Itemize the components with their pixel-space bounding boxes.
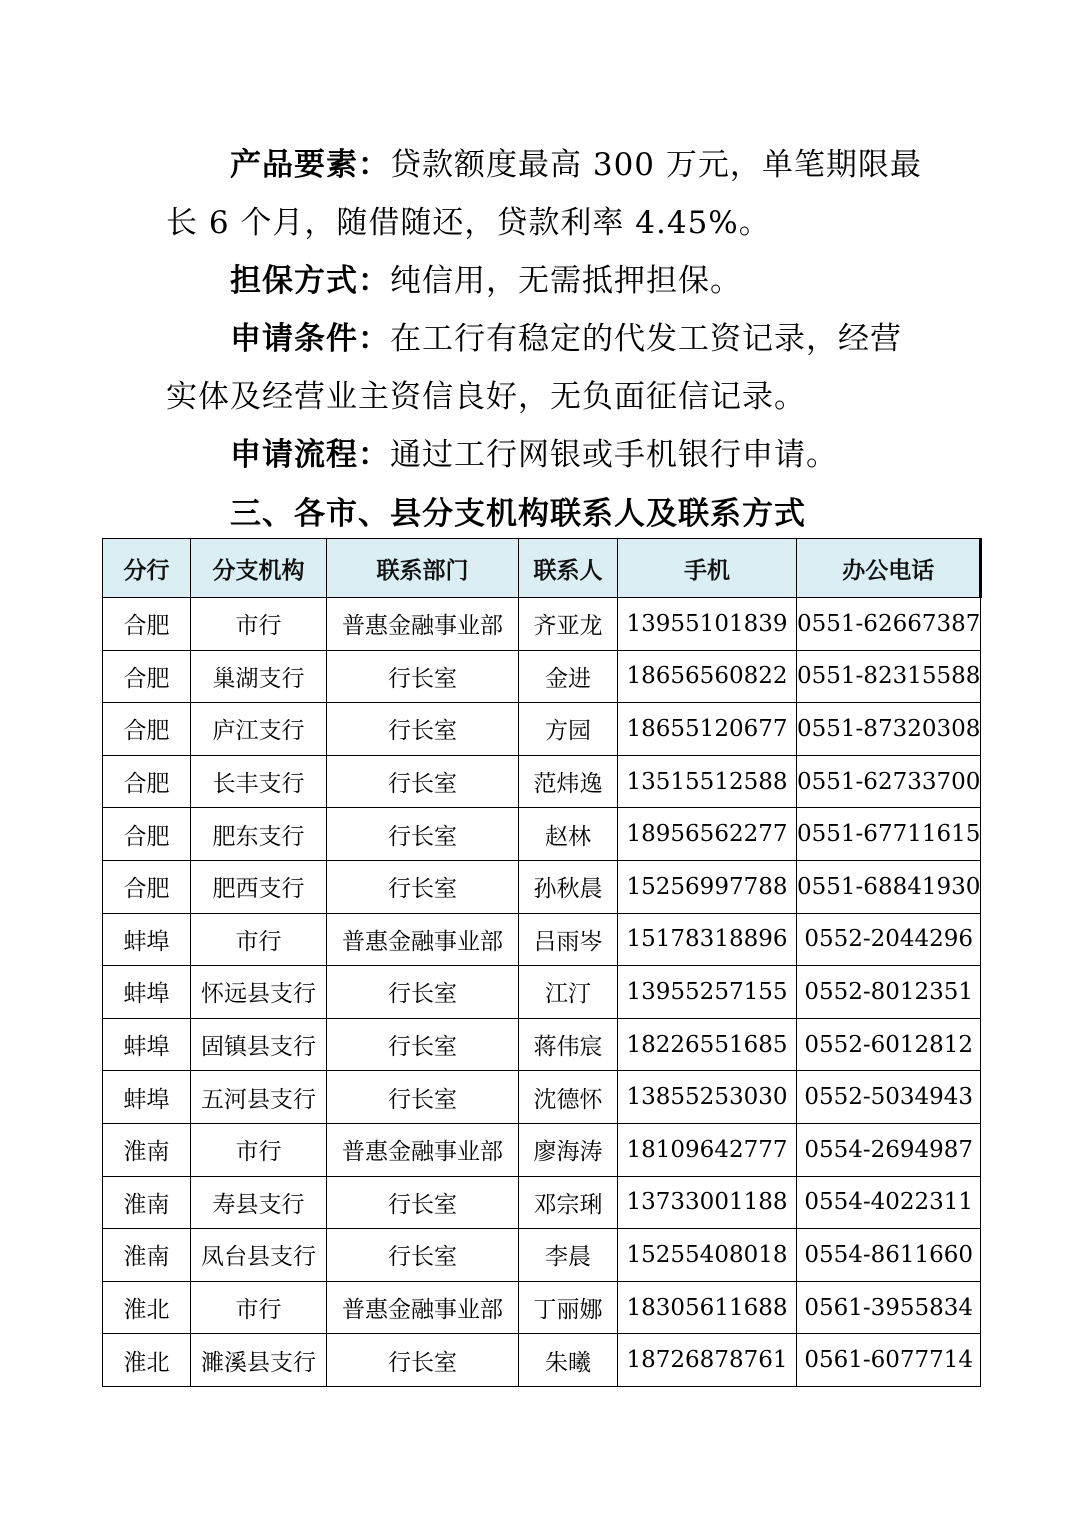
cell-department: 行长室 [327, 966, 519, 1019]
cell-sub-branch: 凤台县支行 [191, 1229, 327, 1282]
table-row [103, 755, 981, 808]
cell-branch: 蚌埠 [103, 1018, 191, 1071]
label-guarantee: 担保方式： [230, 263, 390, 299]
label-process: 申请流程： [230, 437, 390, 473]
cell-sub-branch: 五河县支行 [191, 1071, 327, 1124]
cell-sub-branch: 市行 [191, 1281, 327, 1334]
cell-contact: 江汀 [519, 966, 618, 1019]
table-row [103, 913, 981, 966]
cell-contact: 金进 [519, 650, 618, 703]
cell-contact: 邓宗琍 [519, 1176, 618, 1229]
cell-office-phone: 0561-6077714 [797, 1334, 981, 1387]
contacts-table [102, 538, 982, 1387]
cell-sub-branch: 固镇县支行 [191, 1018, 327, 1071]
cell-office-phone: 0554-2694987 [797, 1123, 981, 1176]
cell-office-phone: 0551-67711615 [797, 808, 981, 861]
table-row [103, 1123, 981, 1176]
cell-mobile: 18226551685 [618, 1018, 797, 1071]
paragraph-conditions: 申请条件：在工行有稳定的代发工资记录，经营 实体及经营业主资信良好，无负面征信记录。 [166, 321, 902, 415]
table-header-row [103, 539, 981, 598]
cell-contact: 孙秋晨 [519, 860, 618, 913]
header-branch: 分行 [103, 539, 191, 598]
cell-sub-branch: 怀远县支行 [191, 966, 327, 1019]
cell-office-phone: 0551-87320308 [797, 703, 981, 756]
table-row [103, 650, 981, 703]
cell-mobile: 18109642777 [618, 1123, 797, 1176]
header-mobile: 手机 [618, 539, 797, 598]
cell-mobile: 18726878761 [618, 1334, 797, 1387]
cell-mobile: 18305611688 [618, 1281, 797, 1334]
cell-office-phone: 0552-2044296 [797, 913, 981, 966]
cell-mobile: 15255408018 [618, 1229, 797, 1282]
cell-branch: 淮北 [103, 1281, 191, 1334]
cell-sub-branch: 庐江支行 [191, 703, 327, 756]
cell-mobile: 15256997788 [618, 860, 797, 913]
cell-mobile: 13855253030 [618, 1071, 797, 1124]
cell-contact: 方园 [519, 703, 618, 756]
cell-sub-branch: 市行 [191, 913, 327, 966]
label-product-features: 产品要素： [230, 147, 390, 183]
cell-department: 行长室 [327, 1229, 519, 1282]
cell-branch: 合肥 [103, 808, 191, 861]
cell-department: 行长室 [327, 808, 519, 861]
cell-office-phone: 0551-68841930 [797, 860, 981, 913]
cell-contact: 吕雨岑 [519, 913, 618, 966]
cell-contact: 蒋伟宸 [519, 1018, 618, 1071]
cell-branch: 合肥 [103, 860, 191, 913]
cell-office-phone: 0561-3955834 [797, 1281, 981, 1334]
cell-branch: 蚌埠 [103, 1071, 191, 1124]
label-conditions: 申请条件： [230, 321, 390, 357]
paragraph-product-features: 产品要素：贷款额度最高 300 万元，单笔期限最 长 6 个月，随借随还，贷款利率 4.45%。 [166, 147, 922, 241]
table-row [103, 1229, 981, 1282]
cell-office-phone: 0551-62667387 [797, 598, 981, 651]
cell-sub-branch: 市行 [191, 1123, 327, 1176]
table-row [103, 1176, 981, 1229]
header-sub-branch: 分支机构 [191, 539, 327, 598]
cell-branch: 淮南 [103, 1123, 191, 1176]
cell-branch: 淮南 [103, 1176, 191, 1229]
cell-sub-branch: 肥东支行 [191, 808, 327, 861]
cell-branch: 合肥 [103, 703, 191, 756]
cell-department: 行长室 [327, 1176, 519, 1229]
cell-branch: 淮北 [103, 1334, 191, 1387]
cell-office-phone: 0554-4022311 [797, 1176, 981, 1229]
cell-office-phone: 0551-82315588 [797, 650, 981, 703]
header-contact: 联系人 [519, 539, 618, 598]
cell-contact: 丁丽娜 [519, 1281, 618, 1334]
cell-mobile: 13955101839 [618, 598, 797, 651]
cell-contact: 沈德怀 [519, 1071, 618, 1124]
cell-contact: 赵林 [519, 808, 618, 861]
cell-mobile: 13955257155 [618, 966, 797, 1019]
table-row [103, 1071, 981, 1124]
cell-office-phone: 0552-6012812 [797, 1018, 981, 1071]
cell-sub-branch: 市行 [191, 598, 327, 651]
table-row [103, 598, 981, 651]
cell-mobile: 18655120677 [618, 703, 797, 756]
cell-department: 行长室 [327, 703, 519, 756]
table-body [103, 598, 981, 1387]
cell-sub-branch: 寿县支行 [191, 1176, 327, 1229]
cell-office-phone: 0552-5034943 [797, 1071, 981, 1124]
cell-sub-branch: 巢湖支行 [191, 650, 327, 703]
cell-mobile: 15178318896 [618, 913, 797, 966]
paragraph-guarantee: 担保方式：纯信用，无需抵押担保。 [230, 263, 742, 299]
cell-department: 普惠金融事业部 [327, 1281, 519, 1334]
table-row [103, 1281, 981, 1334]
cell-sub-branch: 肥西支行 [191, 860, 327, 913]
cell-contact: 朱曦 [519, 1334, 618, 1387]
table-row [103, 703, 981, 756]
table-row [103, 966, 981, 1019]
cell-mobile: 18956562277 [618, 808, 797, 861]
section-title: 三、各市、县分支机构联系人及联系方式 [230, 496, 806, 532]
table-row [103, 808, 981, 861]
header-office-phone: 办公电话 [797, 539, 981, 598]
cell-branch: 蚌埠 [103, 913, 191, 966]
cell-department: 普惠金融事业部 [327, 598, 519, 651]
cell-department: 行长室 [327, 1334, 519, 1387]
cell-sub-branch: 濉溪县支行 [191, 1334, 327, 1387]
cell-mobile: 13733001188 [618, 1176, 797, 1229]
table-row [103, 860, 981, 913]
cell-department: 行长室 [327, 860, 519, 913]
cell-office-phone: 0554-8611660 [797, 1229, 981, 1282]
cell-branch: 合肥 [103, 598, 191, 651]
cell-office-phone: 0552-8012351 [797, 966, 981, 1019]
cell-branch: 淮南 [103, 1229, 191, 1282]
cell-branch: 合肥 [103, 650, 191, 703]
cell-contact: 齐亚龙 [519, 598, 618, 651]
cell-contact: 范炜逸 [519, 755, 618, 808]
table-row [103, 1018, 981, 1071]
cell-mobile: 18656560822 [618, 650, 797, 703]
cell-department: 普惠金融事业部 [327, 913, 519, 966]
cell-department: 行长室 [327, 1071, 519, 1124]
cell-branch: 蚌埠 [103, 966, 191, 1019]
cell-department: 普惠金融事业部 [327, 1123, 519, 1176]
cell-office-phone: 0551-62733700 [797, 755, 981, 808]
cell-department: 行长室 [327, 650, 519, 703]
table-row [103, 1334, 981, 1387]
cell-mobile: 13515512588 [618, 755, 797, 808]
cell-sub-branch: 长丰支行 [191, 755, 327, 808]
cell-department: 行长室 [327, 1018, 519, 1071]
header-department: 联系部门 [327, 539, 519, 598]
cell-contact: 廖海涛 [519, 1123, 618, 1176]
cell-department: 行长室 [327, 755, 519, 808]
cell-contact: 李晨 [519, 1229, 618, 1282]
paragraph-process: 申请流程：通过工行网银或手机银行申请。 [230, 437, 838, 473]
cell-branch: 合肥 [103, 755, 191, 808]
